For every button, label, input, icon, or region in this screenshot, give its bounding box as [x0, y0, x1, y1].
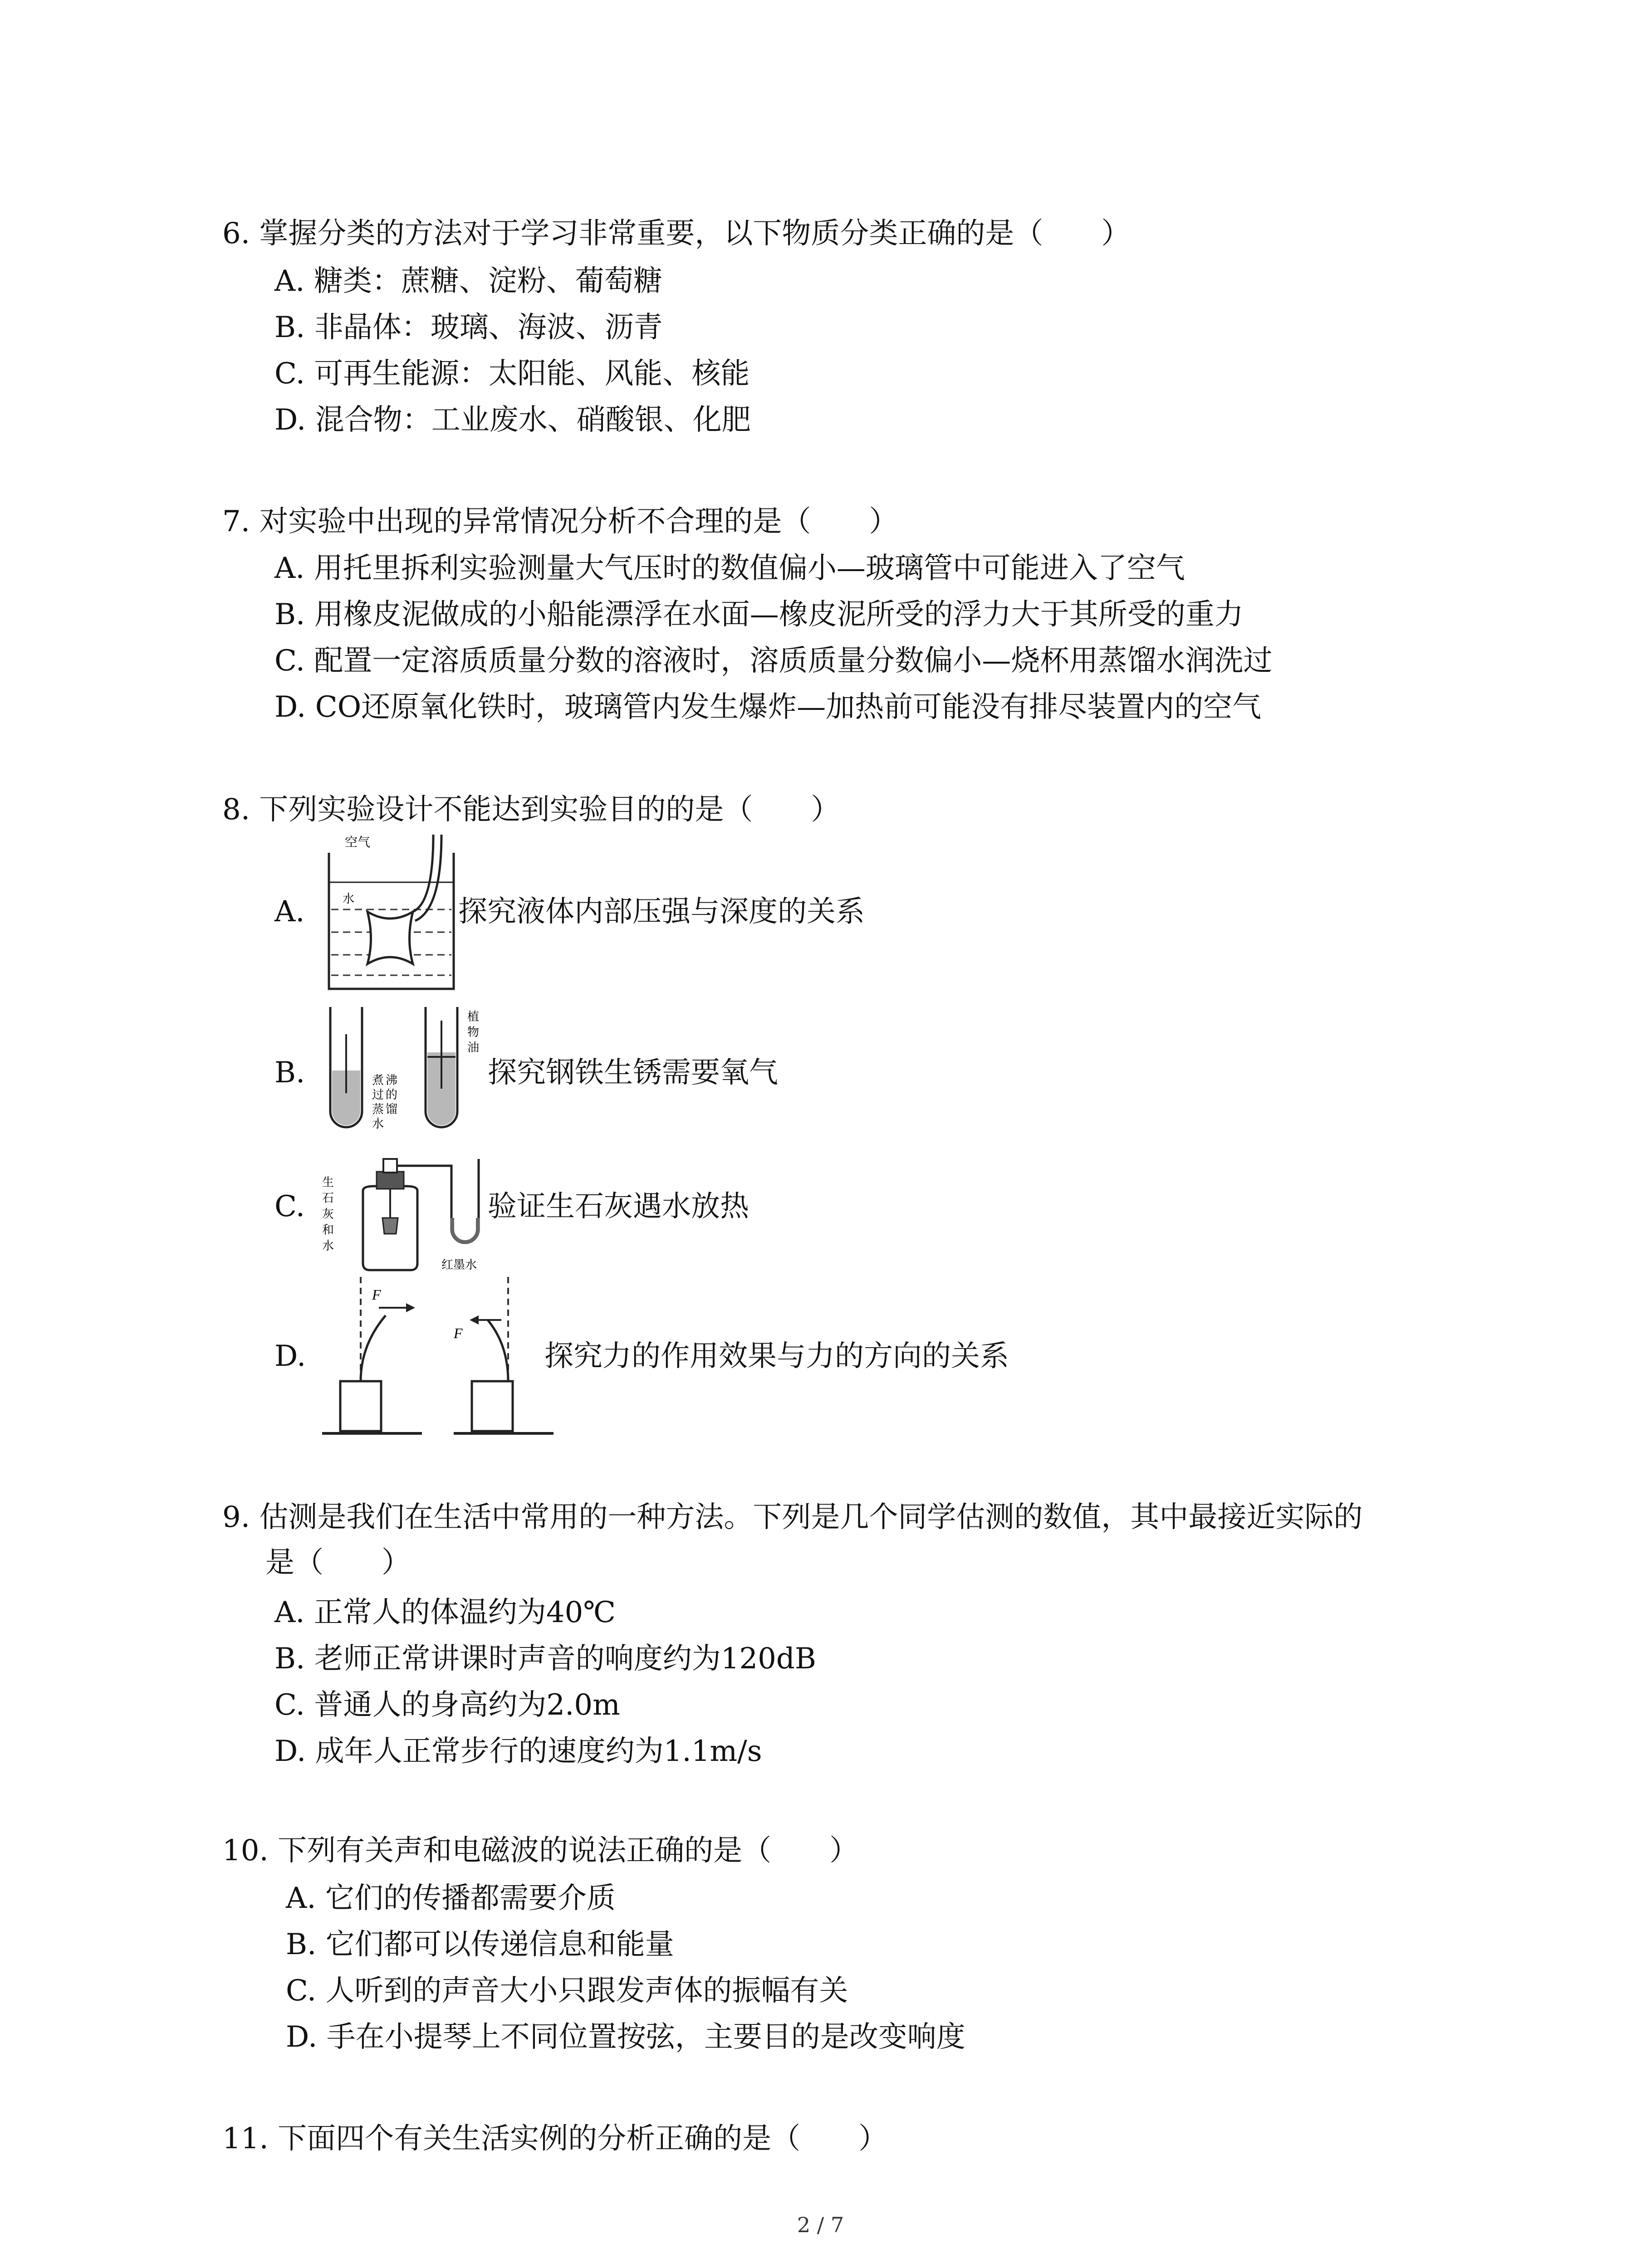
fig-b-label-c8: 物 — [467, 1025, 480, 1039]
question-8-option-d-text: 探究力的作用效果与力的方向的关系 — [544, 1339, 1009, 1373]
figure-liquid-pressure — [322, 835, 458, 1002]
question-9-stem: 9. 估测是我们在生活中常用的一种方法。下列是几个同学估测的数值，其中最接近实际的 — [222, 1501, 1363, 1534]
question-8-option-d-letter: D. — [274, 1339, 306, 1373]
fig-c-label-c0: 生 — [322, 1175, 334, 1189]
fig-d-label-f1: F — [372, 1286, 381, 1303]
fig-b-label-c0: 煮 — [372, 1073, 384, 1087]
fig-b-label-c9: 油 — [467, 1041, 480, 1054]
question-9-option-d: D. 成年人正常步行的速度约为1.1m/s — [274, 1735, 762, 1768]
question-9-option-c: C. 普通人的身高约为2.0m — [274, 1688, 620, 1722]
fig-c-label-c2: 灰 — [322, 1207, 334, 1221]
fig-b-label-c2: 过 — [372, 1088, 384, 1101]
question-10-option-b: B. 它们都可以传递信息和能量 — [286, 1928, 674, 1961]
fig-b-label-c7: 植 — [467, 1010, 480, 1023]
question-8-option-c-text: 验证生石灰遇水放热 — [488, 1190, 749, 1223]
fig-c-label-red-ink: 红墨水 — [441, 1258, 477, 1271]
figure-iron-rust-test-tubes — [322, 1002, 495, 1143]
fig-d-label-f2: F — [454, 1325, 463, 1341]
question-9-stem-continued: 是（ ） — [265, 1546, 411, 1579]
question-7-option-c: C. 配置一定溶质质量分数的溶液时，溶质质量分数偏小—烧杯用蒸馏水润洗过 — [274, 644, 1273, 678]
question-6-stem: 6. 掌握分类的方法对于学习非常重要，以下物质分类正确的是（ ） — [222, 217, 1131, 250]
fig-b-label-c5: 馏 — [386, 1102, 398, 1116]
question-10-stem: 10. 下列有关声和电磁波的说法正确的是（ ） — [222, 1834, 859, 1867]
question-7-stem: 7. 对实验中出现的异常情况分析不合理的是（ ） — [222, 505, 898, 538]
question-8-stem: 8. 下列实验设计不能达到实验目的的是（ ） — [222, 793, 840, 826]
question-6-option-a: A. 糖类：蔗糖、淀粉、葡萄糖 — [274, 264, 662, 298]
question-11-stem: 11. 下面四个有关生活实例的分析正确的是（ ） — [222, 2122, 888, 2156]
page-number: 2 / 7 — [797, 2213, 844, 2237]
question-7-option-b: B. 用橡皮泥做成的小船能漂浮在水面—橡皮泥所受的浮力大于其所受的重力 — [274, 598, 1244, 631]
fig-c-label-c3: 和 — [322, 1223, 334, 1237]
question-7-option-d: D. CO还原氧化铁时，玻璃管内发生爆炸—加热前可能没有排尽装置内的空气 — [274, 690, 1262, 724]
fig-b-label-c4: 蒸 — [372, 1102, 384, 1116]
fig-b-label-c6: 水 — [372, 1117, 384, 1130]
question-8-option-a-text: 探究液体内部压强与深度的关系 — [458, 895, 865, 929]
question-9-option-a: A. 正常人的体温约为40℃ — [274, 1596, 616, 1629]
figure-force-direction — [322, 1277, 558, 1454]
fig-a-label-water: 水 — [343, 892, 355, 905]
question-7-option-a: A. 用托里拆利实验测量大气压时的数值偏小—玻璃管中可能进入了空气 — [274, 552, 1185, 585]
figure-quicklime-flask — [320, 1150, 510, 1286]
question-6-option-b: B. 非晶体：玻璃、海波、沥青 — [274, 311, 663, 344]
question-10-option-d: D. 手在小提琴上不同位置按弦，主要目的是改变响度 — [286, 2020, 965, 2054]
fig-a-label-air: 空气 — [345, 835, 371, 849]
fig-b-label-c3: 的 — [386, 1088, 398, 1101]
question-6-option-c: C. 可再生能源：太阳能、风能、核能 — [274, 357, 750, 391]
question-6-option-d: D. 混合物：工业废水、硝酸银、化肥 — [274, 403, 751, 437]
question-10-option-a: A. 它们的传播都需要介质 — [286, 1882, 616, 1915]
question-8-option-c-letter: C. — [274, 1190, 305, 1223]
question-9-option-b: B. 老师正常讲课时声音的响度约为120dB — [274, 1642, 816, 1676]
question-10-option-c: C. 人听到的声音大小只跟发声体的振幅有关 — [286, 1974, 848, 2008]
fig-c-label-c4: 水 — [322, 1239, 334, 1252]
question-8-option-b-letter: B. — [274, 1056, 305, 1090]
fig-c-label-c1: 石 — [322, 1191, 334, 1205]
question-8-option-a-letter: A. — [274, 895, 305, 929]
question-8-option-b-text: 探究钢铁生锈需要氧气 — [488, 1056, 778, 1090]
fig-b-label-c1: 沸 — [386, 1073, 398, 1087]
